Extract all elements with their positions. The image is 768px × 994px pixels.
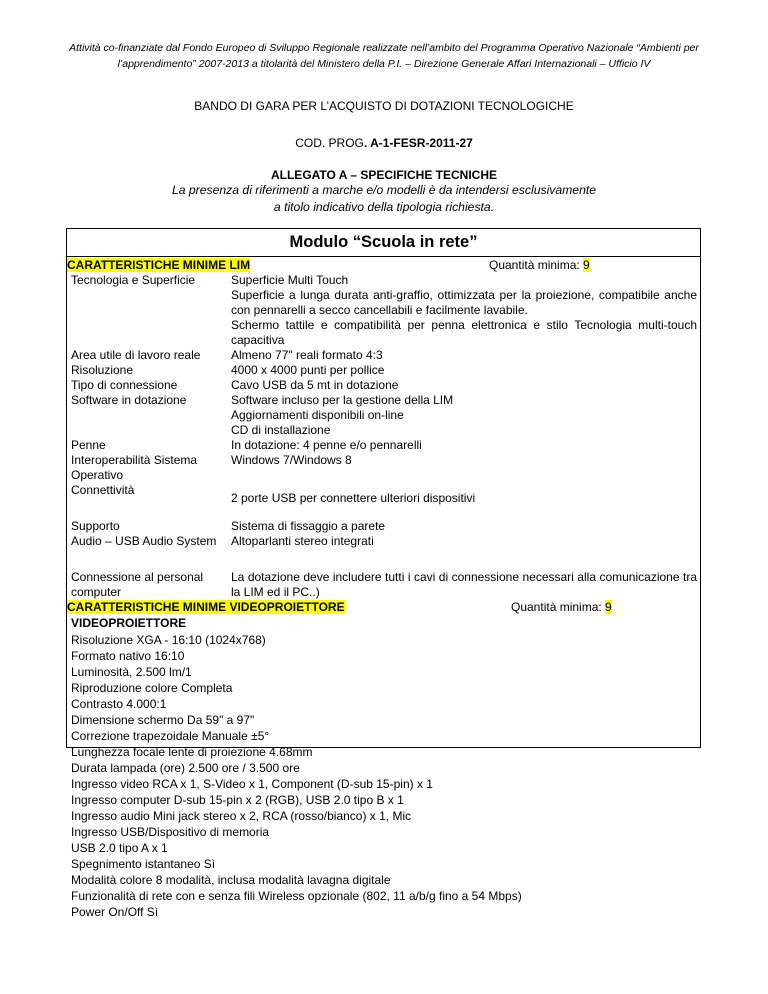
vp-spec-line: Correzione trapezoidale Manuale ±5° <box>71 729 270 743</box>
lim-label: Connettività <box>71 483 135 497</box>
title-divider <box>67 256 700 257</box>
lim-value: Superficie a lunga durata anti-graffio, ottimizzata per la proiezione, compatibile anche con pennarelli a secco cancellabili e facilmente lavabile. <box>231 288 697 317</box>
vp-spec-line: Riproduzione colore Completa <box>71 681 233 695</box>
vp-spec-line: Risoluzione XGA - 16:10 (1024x768) <box>71 633 266 647</box>
lim-value: 2 porte USB per connettere ulteriori dispositivi <box>231 491 476 505</box>
cod-prefix: COD. PROG <box>295 136 364 150</box>
lim-heading-text: CARATTERISTICHE MINIME LIM <box>67 258 251 272</box>
cod-prog <box>40 135 728 151</box>
lim-value: La dotazione deve includere tutti i cavi di connessione necessari alla comunicazione tra la LIM ed il PC..) <box>231 570 697 599</box>
lim-label: Supporto <box>71 519 120 533</box>
disclaimer-line-1: La presenza di riferimenti a marche e/o modelli è da intendersi esclusivamente <box>171 183 597 197</box>
vp-spec-line: Ingresso USB/Dispositivo di memoria <box>71 825 270 839</box>
module-title: Modulo “Scuola in rete” <box>289 233 478 251</box>
vp-subheading: VIDEOPROIETTORE <box>71 616 187 630</box>
vp-spec-line: Ingresso audio Mini jack stereo x 2, RCA (rosso/bianco) x 1, Mic <box>71 809 412 823</box>
vp-spec-line: Funzionalità di rete con e senza fili Wireless opzionale (802, 11 a/b/g fino a 54 Mbps) <box>71 889 522 903</box>
lim-value: 4000 x 4000 punti per pollice <box>231 363 385 377</box>
vp-spec-line: Lunghezza focale lente di proiezione 4.68mm <box>71 745 313 759</box>
lim-value: Cavo USB da 5 mt in dotazione <box>231 378 399 392</box>
lim-label: Connessione al personal computer <box>71 570 204 599</box>
lim-value: CD di installazione <box>231 423 331 437</box>
disclaimer-line-2: a titolo indicativo della tipologia richiesta. <box>273 200 495 214</box>
bando-title: BANDO DI GARA PER L’ACQUISTO DI DOTAZIONI TECNOLOGICHE <box>194 99 574 113</box>
lim-label: Audio – USB Audio System <box>71 534 217 548</box>
lim-value: Aggiornamenti disponibili on-line <box>231 408 404 422</box>
lim-label: Interoperabilità Sistema Operativo <box>71 453 198 482</box>
lim-value: Schermo tattile e compatibilità per penna elettronica e stilo Tecnologia multi-touch capacitiva <box>231 318 697 347</box>
lim-label: Area utile di lavoro reale <box>71 348 201 362</box>
lim-label: Tipo di connessione <box>71 378 178 392</box>
lim-value: Altoparlanti stereo integrati <box>231 534 374 548</box>
vp-spec-line: Spegnimento istantaneo Sì <box>71 857 216 871</box>
lim-value: Windows 7/Windows 8 <box>231 453 352 467</box>
vp-spec-line: Ingresso computer D-sub 15-pin x 2 (RGB), USB 2.0 tipo B x 1 <box>71 793 404 807</box>
lim-qty-value: 9 <box>583 258 590 272</box>
vp-spec-line: Contrasto 4.000:1 <box>71 697 167 711</box>
lim-value: Sistema di fissaggio a parete <box>231 519 386 533</box>
allegato-title: ALLEGATO A – SPECIFICHE TECNICHE <box>270 168 498 182</box>
lim-value: In dotazione: 4 penne e/o pennarelli <box>231 438 422 452</box>
vp-spec-line: Formato nativo 16:10 <box>71 649 185 663</box>
vp-spec-line: USB 2.0 tipo A x 1 <box>71 841 168 855</box>
vp-spec-line: Ingresso video RCA x 1, S-Video x 1, Component (D-sub 15-pin) x 1 <box>71 777 433 791</box>
cod-value: . A-1-FESR-2011-27 <box>363 136 473 150</box>
vp-heading <box>67 600 345 615</box>
lim-label: Tecnologia e Superficie <box>71 273 196 287</box>
vp-spec-line: Dimensione schermo Da 59" a 97" <box>71 713 255 727</box>
lim-value: Superficie Multi Touch <box>231 273 349 287</box>
lim-heading <box>67 258 250 273</box>
lim-value: Software incluso per la gestione della LIM <box>231 393 454 407</box>
lim-label: Software in dotazione <box>71 393 187 407</box>
vp-quantity <box>511 600 612 615</box>
vp-qty-label: Quantità minima: <box>511 600 606 614</box>
vp-qty-value: 9 <box>605 600 612 614</box>
disclaimer <box>40 182 728 216</box>
spec-table <box>66 228 701 919</box>
vp-spec-line: Modalità colore 8 modalità, inclusa modalità lavagna digitale <box>71 873 391 887</box>
vp-heading-text: CARATTERISTICHE MINIME VIDEOPROIETTORE <box>67 600 345 614</box>
lim-qty-label: Quantità minima: <box>489 258 584 272</box>
lim-value: Almeno 77" reali formato 4:3 <box>231 348 383 362</box>
vp-spec-line: Durata lampada (ore) 2.500 ore / 3.500 ore <box>71 761 300 775</box>
lim-label: Risoluzione <box>71 363 134 377</box>
lim-quantity <box>489 258 590 273</box>
header-note: Attività co-finanziate dal Fondo Europeo di Sviluppo Regionale realizzate nell’ambito del Programma Operativo Nazionale “Ambienti per l’apprendimento” 2007-2013 a titolarità del Ministero della P.I. – Direzione Generale Affari Internazionali – Ufficio IV <box>69 42 699 70</box>
vp-spec-line: Power On/Off Sì <box>71 905 159 919</box>
vp-spec-line: Luminosità, 2.500 lm/1 <box>71 665 192 679</box>
lim-label: Penne <box>71 438 106 452</box>
